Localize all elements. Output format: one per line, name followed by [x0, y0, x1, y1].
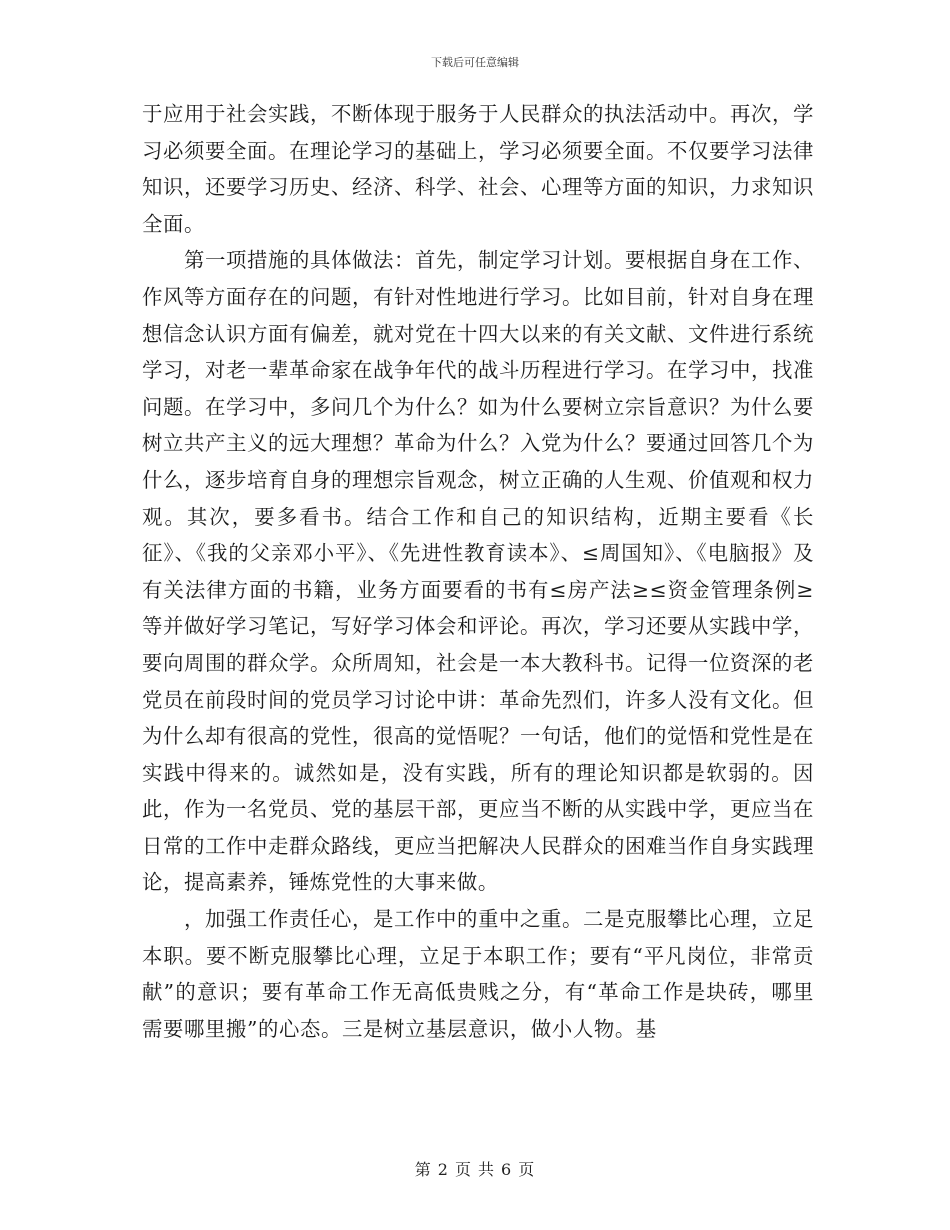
footer-page-number: 2: [437, 1160, 449, 1179]
paragraph-1: 于应用于社会实践，不断体现于服务于人民群众的执法活动中。再次，学习必须要全面。在理论学习的基础上，学习必须要全面。不仅要学习法律知识，还要学习历史、经济、科学、社会、心理等方面的知识，力求知识全面。: [142, 102, 814, 236]
footer-label-after: 页: [518, 1160, 536, 1179]
footer-label-before: 第: [414, 1160, 432, 1179]
paragraph-2: 第一项措施的具体做法：首先，制定学习计划。要根据自身在工作、作风等方面存在的问题，有针对性地进行学习。比如目前，针对自身在理想信念认识方面有偏差，就对党在十四大以来的有关文献、文件进行系统学习，对老一辈革命家在战争年代的战斗历程进行学习。在学习中，找准问题。在学习中，多问几个为什么？如为什么要树立宗旨意识？为什么要树立共产主义的远大理想？革命为什么？入党为什么？要通过回答几个为什么，逐步培育自身的理想宗旨观念，树立正确的人生观、价值观和权力观。其次，要多看书。结合工作和自己的知识结构，近期主要看《长征》、《我的父亲邓小平》、《先进性教育读本》、≤周国知》、《电脑报》及有关法律方面的书籍，业务方面要看的书有≤房产法≥≤资金管理条例≥等并做好学习笔记，写好学习体会和评论。再次，学习还要从实践中学，要向周围的群众学。众所周知，社会是一本大教科书。记得一位资深的老党员在前段时间的党员学习讨论中讲：革命先烈们，许多人没有文化。但为什么却有很高的党性，很高的觉悟呢？一句话，他们的觉悟和党性是在实践中得来的。诚然如是，没有实践，所有的理论知识都是软弱的。因此，作为一名党员、党的基层干部，更应当不断的从实践中学，更应当在日常的工作中走群众路线，更应当把解决人民群众的困难当作自身实践理论，提高素养，锤炼党性的大事来做。: [142, 248, 814, 895]
paragraph-3: ，加强工作责任心，是工作中的重中之重。二是克服攀比心理，立足本职。要不断克服攀比心理，立足于本职工作；要有“平凡岗位，非常贡献”的意识；要有革命工作无高低贵贱之分，有“革命工作是块砖，哪里需要哪里搬”的心态。三是树立基层意识，做小人物。基: [142, 907, 814, 1041]
page-footer: [0, 1157, 950, 1180]
document-body: [142, 96, 814, 1047]
page-header: 下载后可任意编辑: [431, 56, 519, 69]
footer-label-middle: 页 共: [454, 1160, 496, 1179]
footer-total-pages: 6: [501, 1160, 513, 1179]
